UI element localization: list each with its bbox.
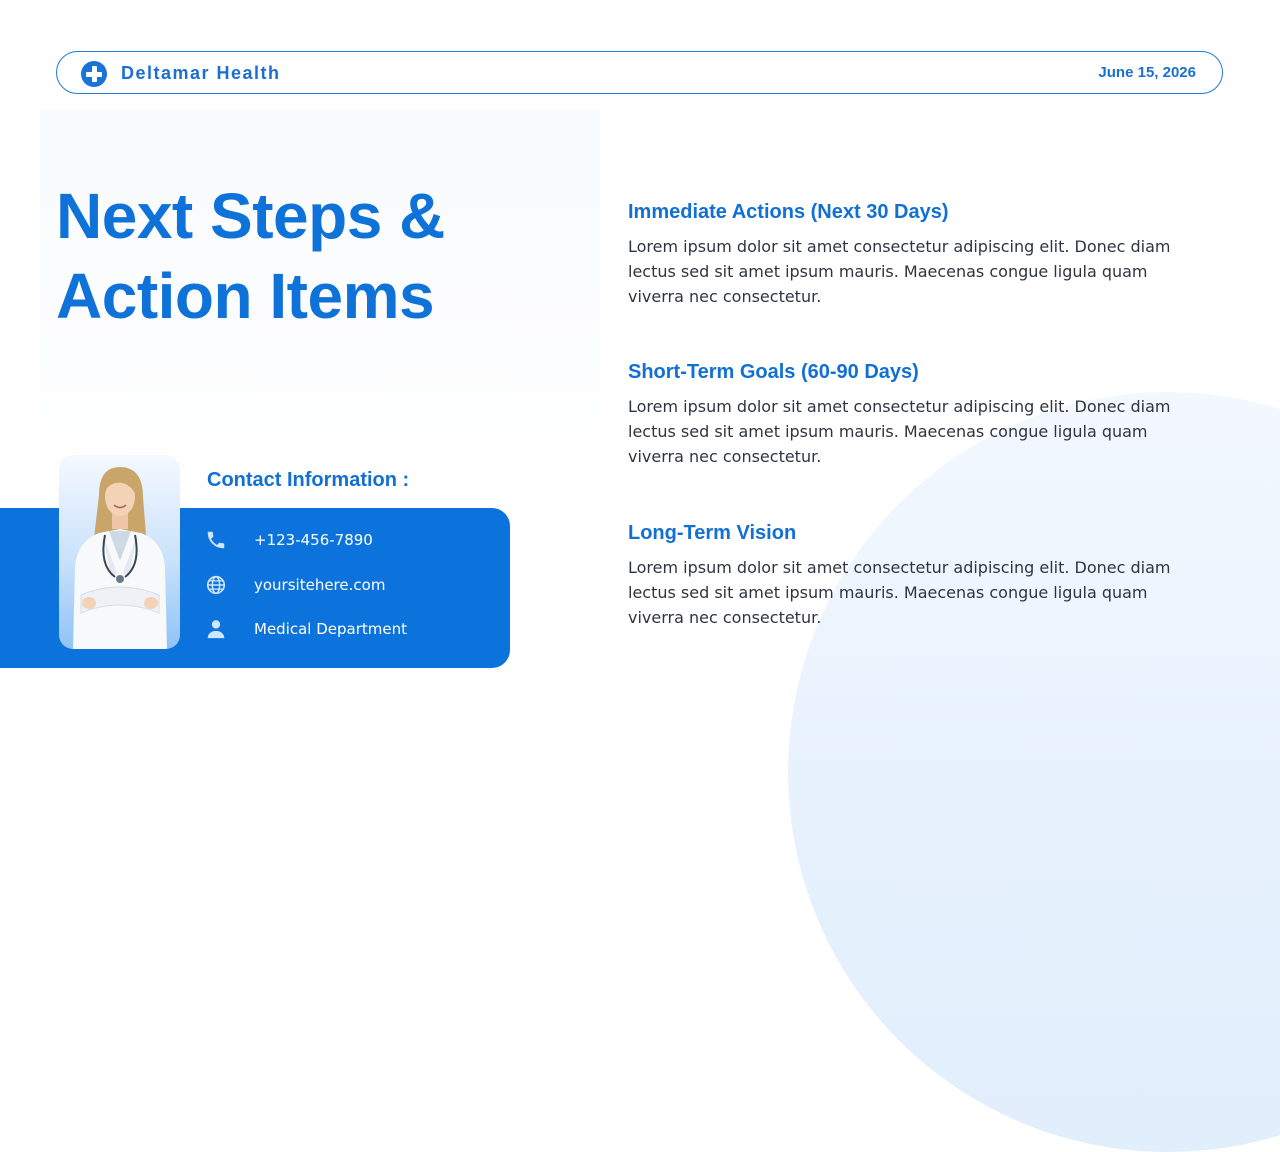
section-short-term-goals [628,361,1208,469]
title-line-2: Action Items [56,260,435,332]
title-line-1: Next Steps & [56,180,445,252]
globe-icon [205,574,227,596]
doctor-illustration [59,455,180,649]
phone-number: +123-456-7890 [254,531,373,549]
department-name: Medical Department [254,620,408,638]
brand-name: Deltamar Health [121,63,281,83]
phone-icon [205,529,227,551]
page-title [56,176,445,336]
header-date: June 15, 2026 [1098,64,1196,81]
section-long-term-vision [628,522,1208,630]
section-body: Lorem ipsum dolor sit amet consectetur adipiscing elit. Donec diam lectus sed sit amet ipsum mauris. Maecenas congue ligula quam viverra nec consectetur. [628,558,1171,627]
section-title: Immediate Actions (Next 30 Days) [628,201,949,223]
website-url: yoursitehere.com [254,576,386,594]
doctor-photo [59,455,180,649]
section-body: Lorem ipsum dolor sit amet consectetur adipiscing elit. Donec diam lectus sed sit amet ipsum mauris. Maecenas congue ligula quam viverra nec consectetur. [628,237,1171,306]
header-bar [56,51,1223,94]
section-title: Long-Term Vision [628,522,797,544]
person-icon [205,618,227,640]
background-circle [788,392,1280,1152]
section-immediate-actions [628,201,1208,309]
medical-cross-icon [81,61,107,87]
section-title: Short-Term Goals (60-90 Days) [628,361,919,383]
section-body: Lorem ipsum dolor sit amet consectetur adipiscing elit. Donec diam lectus sed sit amet ipsum mauris. Maecenas congue ligula quam viverra nec consectetur. [628,397,1171,466]
contact-heading: Contact Information : [207,469,410,491]
